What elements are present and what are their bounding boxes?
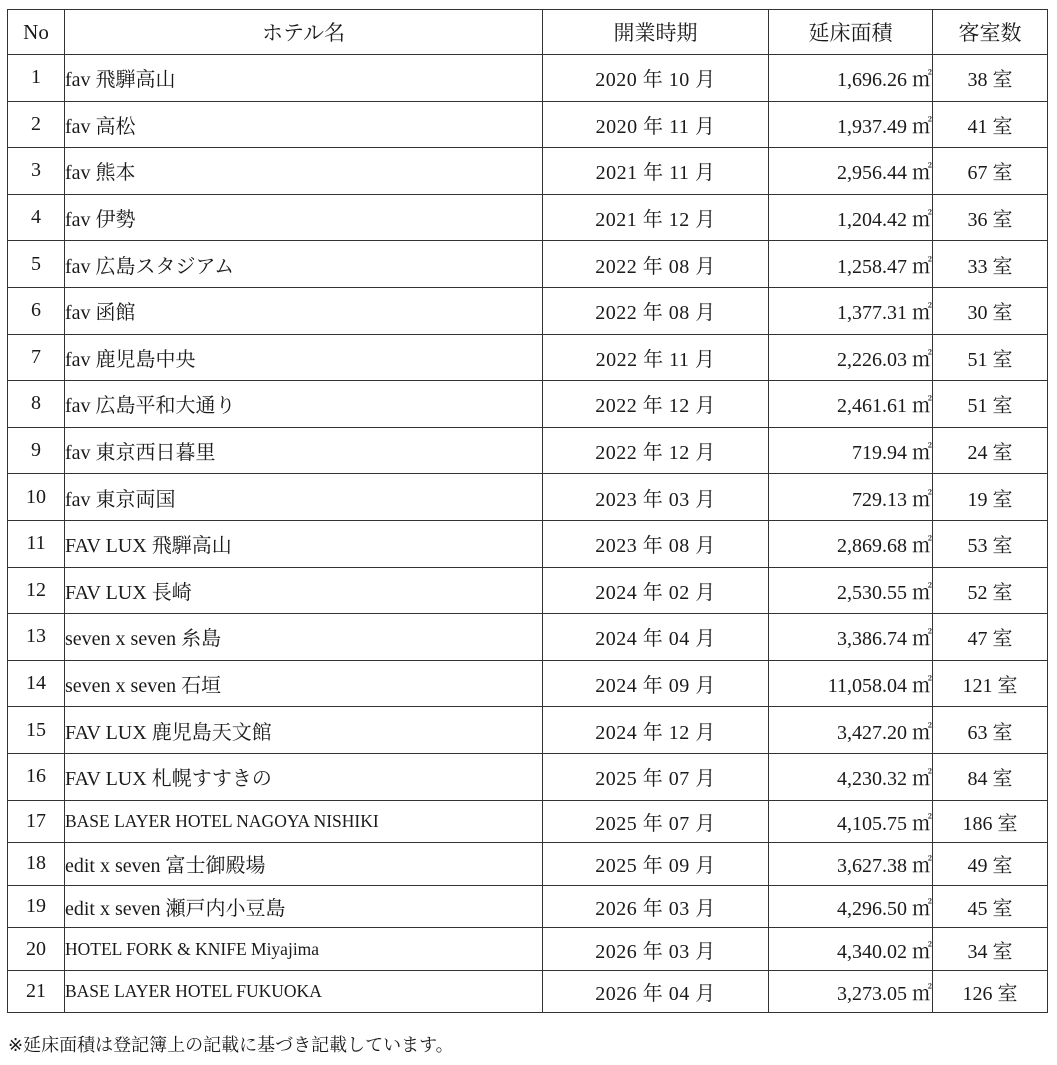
cell-opening-date: 2020 年 11 月 (543, 101, 769, 148)
cell-floor-area: 729.13 ㎡ (769, 474, 933, 521)
cell-opening-date: 2023 年 03 月 (543, 474, 769, 521)
cell-opening-date: 2024 年 04 月 (543, 614, 769, 661)
cell-hotel-name: fav 東京両国 (65, 474, 543, 521)
cell-room-count: 52 室 (933, 567, 1048, 614)
table-row (8, 474, 1048, 521)
cell-hotel-name: FAV LUX 札幌すすきの (65, 753, 543, 800)
cell-opening-date: 2024 年 09 月 (543, 660, 769, 707)
cell-room-count: 121 室 (933, 660, 1048, 707)
table-row (8, 334, 1048, 381)
header-floor-area: 延床面積 (769, 10, 933, 55)
cell-floor-area: 2,461.61 ㎡ (769, 381, 933, 428)
cell-hotel-name: fav 函館 (65, 287, 543, 334)
header-opening-date: 開業時期 (543, 10, 769, 55)
cell-no: 14 (8, 660, 65, 707)
table-row (8, 843, 1048, 886)
cell-opening-date: 2026 年 03 月 (543, 928, 769, 971)
cell-room-count: 67 室 (933, 148, 1048, 195)
cell-room-count: 34 室 (933, 928, 1048, 971)
cell-no: 2 (8, 101, 65, 148)
cell-room-count: 186 室 (933, 800, 1048, 843)
cell-hotel-name: fav 伊勢 (65, 194, 543, 241)
cell-room-count: 84 室 (933, 753, 1048, 800)
cell-floor-area: 4,340.02 ㎡ (769, 928, 933, 971)
cell-no: 7 (8, 334, 65, 381)
table-row (8, 970, 1048, 1013)
cell-no: 10 (8, 474, 65, 521)
cell-hotel-name: seven x seven 糸島 (65, 614, 543, 661)
cell-no: 11 (8, 520, 65, 567)
cell-no: 9 (8, 427, 65, 474)
cell-opening-date: 2026 年 03 月 (543, 885, 769, 928)
table-row (8, 660, 1048, 707)
cell-floor-area: 4,105.75 ㎡ (769, 800, 933, 843)
cell-opening-date: 2020 年 10 月 (543, 55, 769, 102)
cell-hotel-name: BASE LAYER HOTEL FUKUOKA (65, 970, 543, 1013)
cell-hotel-name: fav 高松 (65, 101, 543, 148)
cell-floor-area: 1,696.26 ㎡ (769, 55, 933, 102)
cell-no: 12 (8, 567, 65, 614)
cell-floor-area: 3,386.74 ㎡ (769, 614, 933, 661)
table-row (8, 148, 1048, 195)
cell-no: 8 (8, 381, 65, 428)
cell-hotel-name: seven x seven 石垣 (65, 660, 543, 707)
cell-hotel-name: fav 飛騨高山 (65, 55, 543, 102)
cell-room-count: 38 室 (933, 55, 1048, 102)
cell-hotel-name: edit x seven 富士御殿場 (65, 843, 543, 886)
cell-room-count: 45 室 (933, 885, 1048, 928)
cell-floor-area: 11,058.04 ㎡ (769, 660, 933, 707)
table-row (8, 753, 1048, 800)
cell-floor-area: 2,226.03 ㎡ (769, 334, 933, 381)
cell-no: 16 (8, 753, 65, 800)
table-header-row (8, 10, 1048, 55)
cell-no: 17 (8, 800, 65, 843)
table-row (8, 287, 1048, 334)
cell-opening-date: 2022 年 12 月 (543, 427, 769, 474)
cell-no: 19 (8, 885, 65, 928)
cell-hotel-name: BASE LAYER HOTEL NAGOYA NISHIKI (65, 800, 543, 843)
cell-hotel-name: fav 広島スタジアム (65, 241, 543, 288)
cell-opening-date: 2024 年 12 月 (543, 707, 769, 754)
cell-floor-area: 1,204.42 ㎡ (769, 194, 933, 241)
cell-opening-date: 2021 年 11 月 (543, 148, 769, 195)
cell-floor-area: 2,869.68 ㎡ (769, 520, 933, 567)
cell-floor-area: 719.94 ㎡ (769, 427, 933, 474)
cell-opening-date: 2022 年 11 月 (543, 334, 769, 381)
hotel-table (7, 9, 1048, 1013)
cell-room-count: 33 室 (933, 241, 1048, 288)
cell-hotel-name: edit x seven 瀬戸内小豆島 (65, 885, 543, 928)
cell-floor-area: 1,937.49 ㎡ (769, 101, 933, 148)
cell-room-count: 19 室 (933, 474, 1048, 521)
cell-hotel-name: HOTEL FORK & KNIFE Miyajima (65, 928, 543, 971)
cell-room-count: 51 室 (933, 334, 1048, 381)
cell-hotel-name: fav 熊本 (65, 148, 543, 195)
cell-opening-date: 2025 年 07 月 (543, 753, 769, 800)
table-row (8, 928, 1048, 971)
cell-no: 20 (8, 928, 65, 971)
cell-room-count: 126 室 (933, 970, 1048, 1013)
cell-floor-area: 2,956.44 ㎡ (769, 148, 933, 195)
cell-opening-date: 2022 年 12 月 (543, 381, 769, 428)
cell-room-count: 63 室 (933, 707, 1048, 754)
cell-room-count: 36 室 (933, 194, 1048, 241)
cell-room-count: 53 室 (933, 520, 1048, 567)
cell-room-count: 51 室 (933, 381, 1048, 428)
table-row (8, 427, 1048, 474)
table-body (8, 55, 1048, 1013)
cell-floor-area: 2,530.55 ㎡ (769, 567, 933, 614)
cell-room-count: 49 室 (933, 843, 1048, 886)
table-row (8, 520, 1048, 567)
table-row (8, 241, 1048, 288)
table-row (8, 567, 1048, 614)
table-row (8, 101, 1048, 148)
cell-no: 21 (8, 970, 65, 1013)
table-row (8, 381, 1048, 428)
cell-no: 4 (8, 194, 65, 241)
cell-opening-date: 2026 年 04 月 (543, 970, 769, 1013)
cell-no: 5 (8, 241, 65, 288)
cell-opening-date: 2025 年 09 月 (543, 843, 769, 886)
header-no: No (8, 10, 65, 55)
cell-opening-date: 2023 年 08 月 (543, 520, 769, 567)
cell-opening-date: 2024 年 02 月 (543, 567, 769, 614)
cell-hotel-name: fav 広島平和大通り (65, 381, 543, 428)
cell-room-count: 24 室 (933, 427, 1048, 474)
cell-no: 3 (8, 148, 65, 195)
header-hotel-name: ホテル名 (65, 10, 543, 55)
table-row (8, 55, 1048, 102)
cell-opening-date: 2025 年 07 月 (543, 800, 769, 843)
table-row (8, 707, 1048, 754)
cell-opening-date: 2021 年 12 月 (543, 194, 769, 241)
cell-floor-area: 1,377.31 ㎡ (769, 287, 933, 334)
cell-no: 13 (8, 614, 65, 661)
cell-no: 18 (8, 843, 65, 886)
cell-hotel-name: FAV LUX 長崎 (65, 567, 543, 614)
table-row (8, 614, 1048, 661)
cell-floor-area: 1,258.47 ㎡ (769, 241, 933, 288)
cell-no: 6 (8, 287, 65, 334)
header-room-count: 客室数 (933, 10, 1048, 55)
cell-opening-date: 2022 年 08 月 (543, 241, 769, 288)
table-row (8, 194, 1048, 241)
cell-floor-area: 3,427.20 ㎡ (769, 707, 933, 754)
footnote: ※延床面積は登記簿上の記載に基づき記載しています。 (8, 1035, 454, 1056)
cell-room-count: 47 室 (933, 614, 1048, 661)
cell-room-count: 41 室 (933, 101, 1048, 148)
cell-no: 15 (8, 707, 65, 754)
cell-floor-area: 3,273.05 ㎡ (769, 970, 933, 1013)
cell-hotel-name: FAV LUX 飛騨高山 (65, 520, 543, 567)
table-row (8, 885, 1048, 928)
table-row (8, 800, 1048, 843)
cell-no: 1 (8, 55, 65, 102)
cell-hotel-name: fav 鹿児島中央 (65, 334, 543, 381)
cell-floor-area: 3,627.38 ㎡ (769, 843, 933, 886)
cell-floor-area: 4,230.32 ㎡ (769, 753, 933, 800)
cell-hotel-name: FAV LUX 鹿児島天文館 (65, 707, 543, 754)
cell-floor-area: 4,296.50 ㎡ (769, 885, 933, 928)
cell-room-count: 30 室 (933, 287, 1048, 334)
cell-hotel-name: fav 東京西日暮里 (65, 427, 543, 474)
cell-opening-date: 2022 年 08 月 (543, 287, 769, 334)
